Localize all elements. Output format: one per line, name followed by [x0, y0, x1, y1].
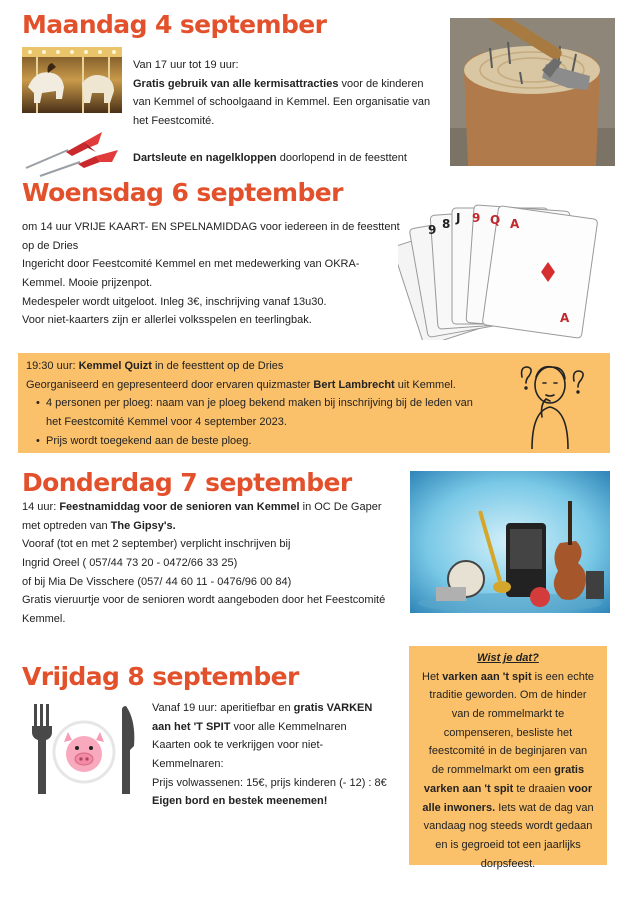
quiz-organizer-end: uit Kemmel. — [394, 378, 456, 391]
friday-line4: Kemmelnaren: — [152, 758, 224, 771]
friday-line3: Kaarten ook te verkrijgen voor niet- — [152, 739, 324, 752]
did-you-know-text — [409, 649, 607, 873]
svg-text:A: A — [560, 311, 570, 325]
thursday-time: 14 uur: — [22, 501, 60, 513]
thursday-performers: met optreden van — [22, 519, 111, 532]
darts-image — [22, 128, 122, 178]
thursday-text — [22, 498, 385, 629]
thursday-heading: Donderdag 7 september — [22, 468, 352, 497]
dyk-line: traditie geworden. Om de hinder — [429, 689, 587, 702]
friday-line1: Vanaf 19 uur: aperitiefbar en — [152, 702, 294, 714]
quiz-bullet: • 4 personen per ploeg: naam van je ploeg bekend maken bij inschrijving bij de leden van — [26, 394, 473, 413]
monday-line3: van Kemmel of schoolgaand in Kemmel. Een organisatie van — [133, 96, 431, 109]
monday-darts: Dartsleute en nagelkloppen — [133, 152, 277, 165]
dyk-text: Het — [422, 670, 443, 683]
instruments-image — [410, 471, 610, 613]
pig-plate-cutlery-image — [22, 700, 142, 798]
dyk-bold: varken aan 't spit — [442, 670, 532, 683]
svg-text:J: J — [456, 211, 461, 225]
wednesday-heading: Woensdag 6 september — [22, 178, 343, 207]
wednesday-line: op de Dries — [22, 239, 79, 252]
dyk-bold: alle inwoners. — [422, 801, 496, 814]
friday-prices: Prijs volwassenen: 15€, prijs kinderen (- 12) : 8€ — [152, 776, 387, 789]
quiz-organizer: Georganiseerd en gepresenteerd door ervaren quizmaster — [26, 378, 314, 391]
playing-cards-image — [398, 200, 618, 340]
friday-bring-cutlery: Eigen bord en bestek meenemen! — [152, 795, 328, 808]
thursday-line: Vooraf (tot en met 2 september) verplicht inschrijven bij — [22, 538, 291, 551]
friday-text — [152, 699, 387, 811]
quiz-time: 19:30 uur: — [26, 360, 79, 372]
dyk-text: is een echte — [531, 670, 594, 683]
wednesday-line: Medespeler wordt uitgeloot. Inleg 3€, inschrijving vanaf 13u30. — [22, 295, 327, 308]
dyk-bold: varken aan 't spit — [423, 782, 514, 795]
dyk-line: feestcomité in de beginjaren van — [428, 745, 588, 758]
monday-heading: Maandag 4 september — [22, 10, 327, 39]
monday-attractions: Gratis gebruik van alle kermisattracties — [133, 77, 339, 90]
svg-text:A: A — [510, 217, 520, 231]
quiz-quizmaster: Bert Lambrecht — [313, 378, 395, 391]
thursday-line: of bij Mia De Visschere (057/ 44 60 11 - 0476/96 00 84) — [22, 575, 292, 588]
svg-text:8: 8 — [442, 217, 451, 231]
dyk-bold: voor — [568, 782, 593, 795]
thursday-event: Feestnamiddag voor de senioren van Kemmel — [59, 501, 300, 513]
did-you-know-title: Wist je dat? — [477, 652, 539, 664]
svg-text:9: 9 — [428, 223, 437, 237]
wednesday-line: Voor niet-kaarters zijn er allerlei volksspelen en teerlingbak. — [22, 314, 312, 327]
thursday-location: in OC De Gaper — [299, 501, 382, 513]
dyk-line: vandaag nog steeds wordt gedaan — [423, 820, 593, 833]
monday-attractions-rest: voor de kinderen — [338, 77, 424, 90]
monday-text — [133, 56, 430, 168]
thursday-line: Ingrid Oreel ( 057/44 73 20 - 0472/66 33 25) — [22, 557, 238, 570]
quiz-bullet-cont: het Feestcomité Kemmel voor 4 september 2023. — [46, 416, 287, 429]
carousel-horse-image — [22, 47, 122, 113]
quiz-text — [26, 357, 473, 450]
dyk-line: en is gegroeid tot een jaarlijks — [435, 838, 581, 851]
dyk-line: dorpsfeest. — [480, 857, 536, 870]
dyk-bold: gratis — [554, 764, 585, 777]
dyk-text: Iets wat de dag van — [495, 801, 594, 814]
monday-line4: het Feestcomité. — [133, 115, 215, 128]
thursday-line: Kemmel. — [22, 613, 66, 626]
dyk-text: te draaien — [513, 782, 569, 795]
quiz-bullet: • Prijs wordt toegekend aan de beste ploeg. — [26, 432, 473, 451]
wednesday-line: Ingericht door Feestcomité Kemmel en met medewerking van OKRA- — [22, 258, 360, 271]
monday-time: Van 17 uur tot 19 uur: — [133, 59, 239, 71]
monday-darts-rest: doorlopend in de feesttent — [276, 152, 407, 165]
wednesday-line: om 14 uur VRIJE KAART- EN SPELNAMIDDAG voor iedereen in de feesttent — [22, 221, 400, 233]
quiz-name: Kemmel Quizt — [78, 360, 152, 372]
friday-pig: gratis VARKEN — [293, 702, 373, 714]
dyk-text: de rommelmarkt om een — [431, 764, 555, 777]
hammer-nails-stump-image — [450, 18, 615, 166]
friday-spit: aan het 'T SPIT — [152, 720, 231, 733]
friday-heading: Vrijdag 8 september — [22, 662, 299, 691]
dyk-line: compenseren, besliste het — [443, 726, 573, 739]
dyk-line: van de rommelmarkt te — [451, 708, 565, 721]
friday-line2: voor alle Kemmelnaren — [230, 720, 347, 733]
thursday-band: The Gipsy's. — [110, 519, 176, 532]
thursday-line: Gratis vieruurtje voor de senioren wordt aangeboden door het Feestcomité — [22, 594, 386, 607]
svg-text:9: 9 — [472, 211, 481, 225]
svg-text:Q: Q — [490, 213, 501, 227]
wednesday-line: Kemmel. Mooie prijzenpot. — [22, 277, 153, 290]
thinking-man-image — [510, 357, 590, 449]
quiz-location: in de feesttent op de Dries — [151, 360, 284, 372]
wednesday-text — [22, 218, 400, 330]
